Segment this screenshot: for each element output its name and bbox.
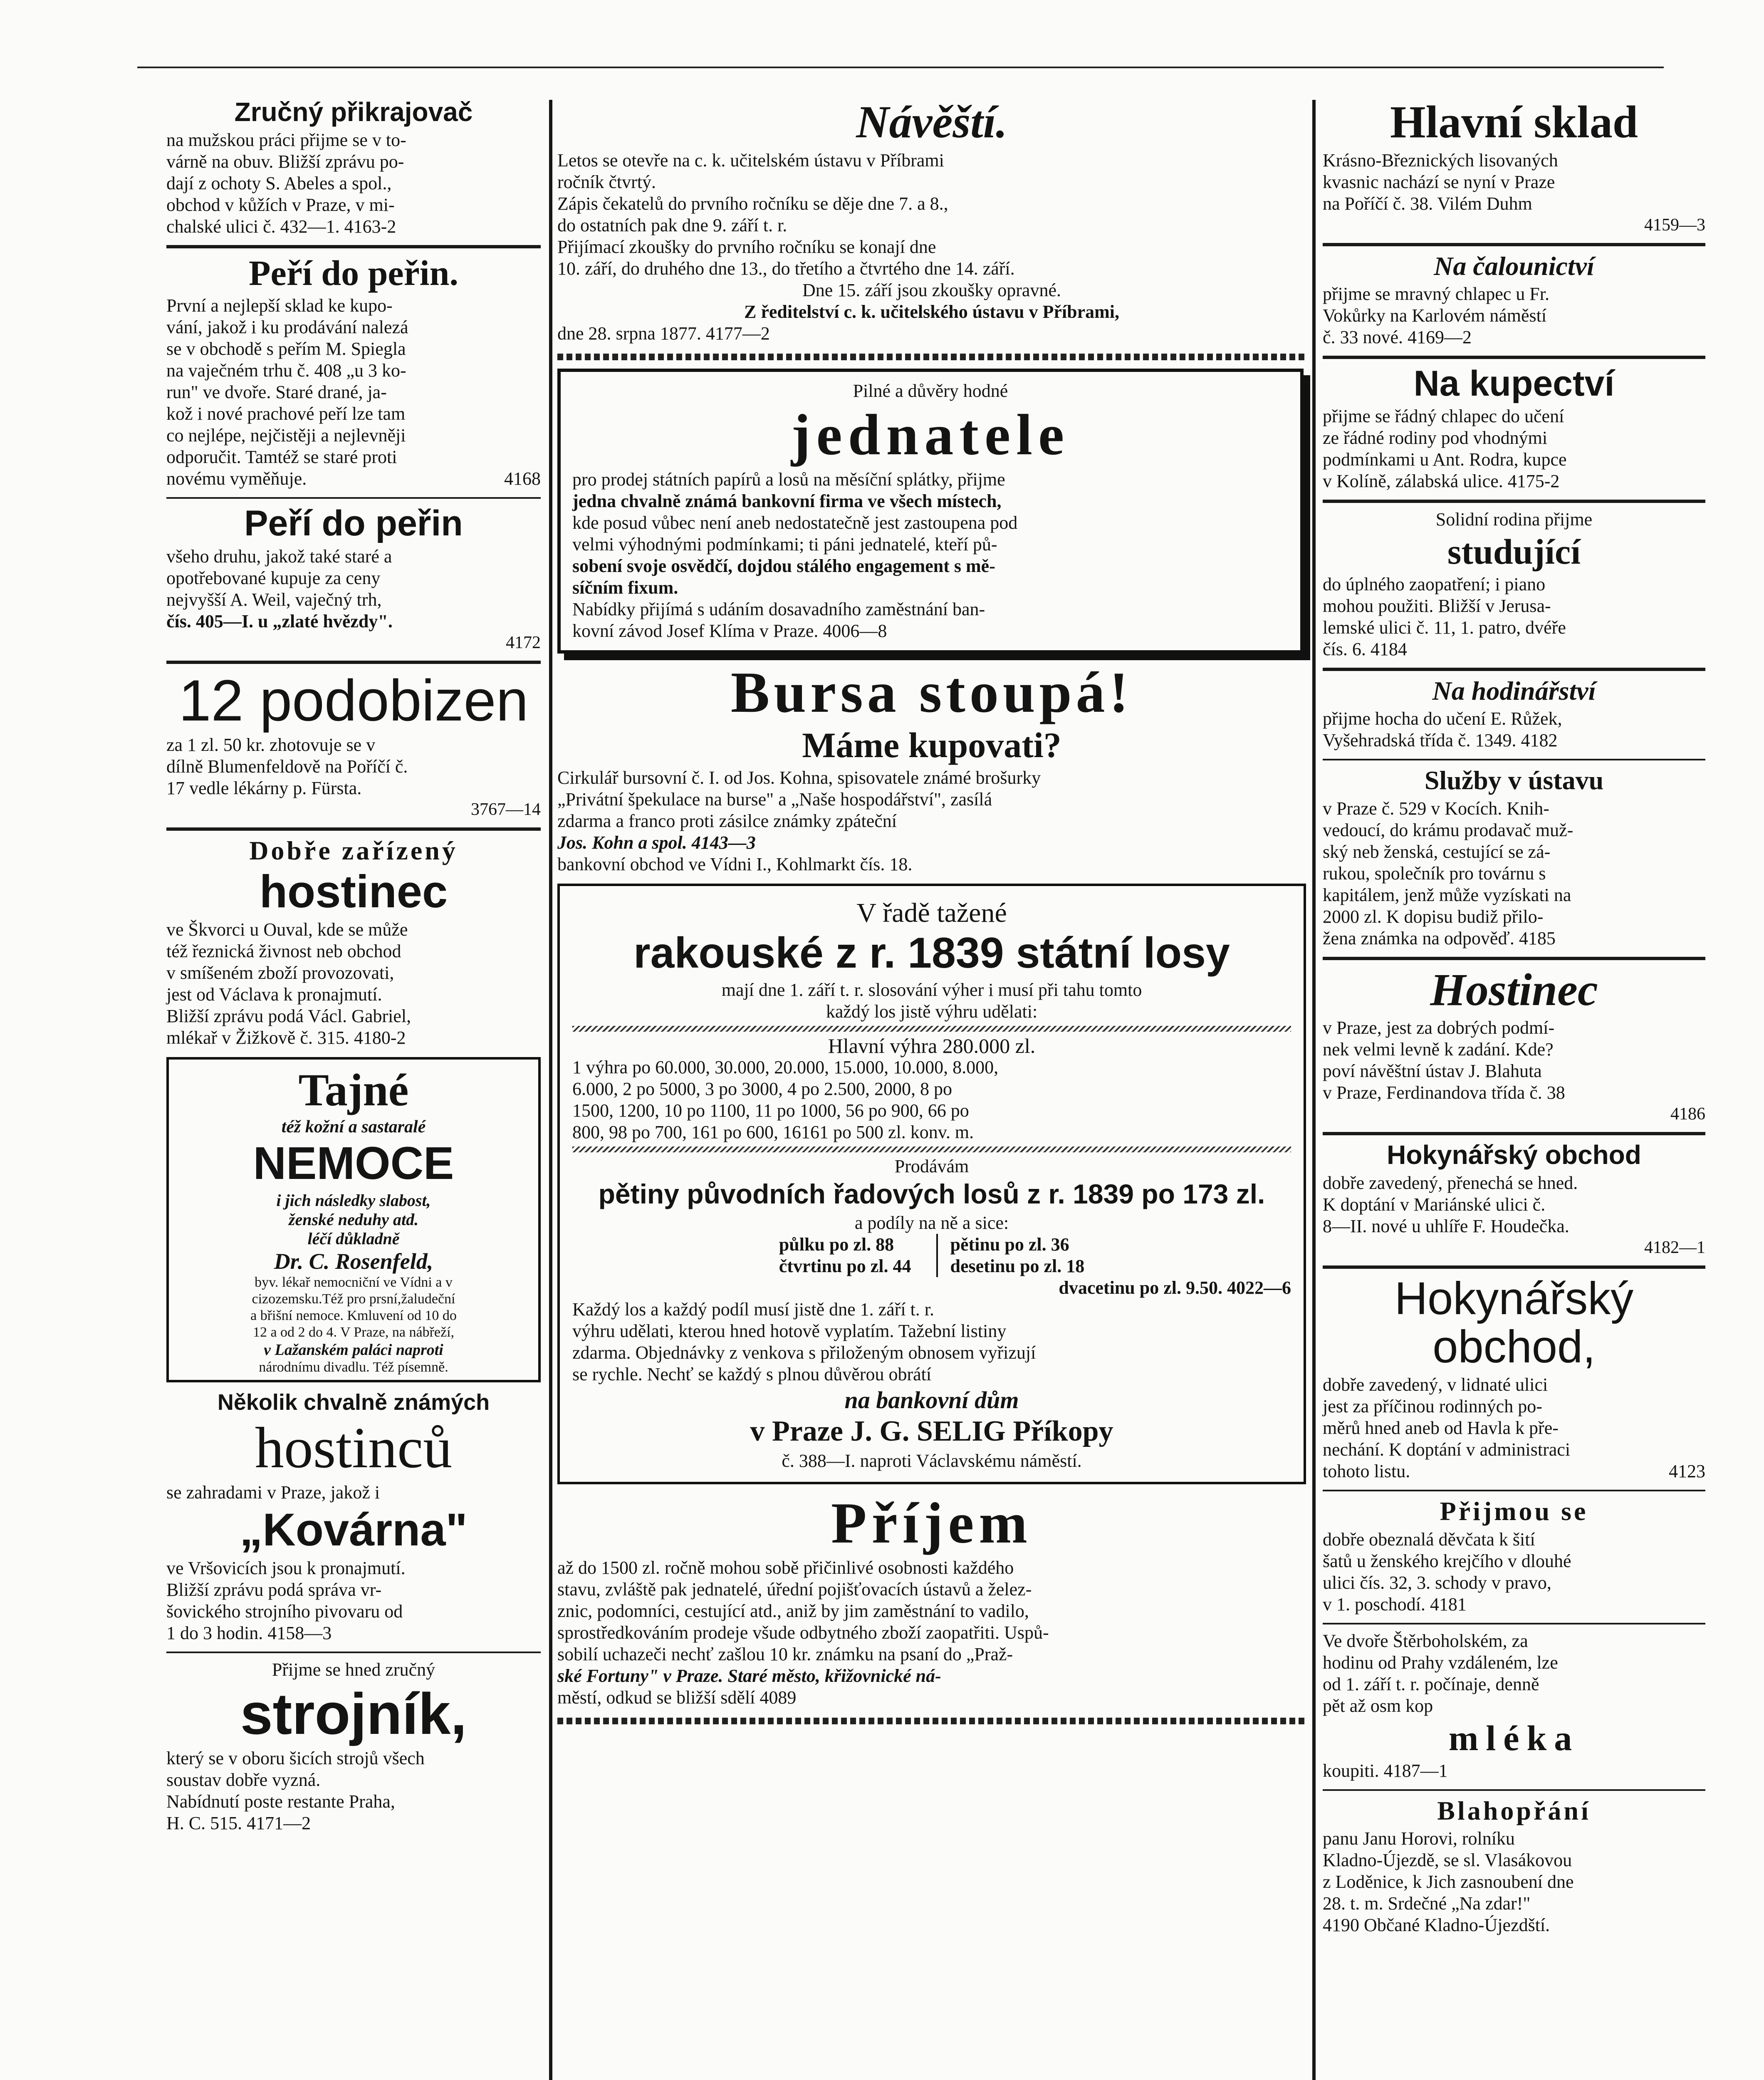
ad-mleka bbox=[1323, 1630, 1705, 1782]
ad-title: Peří do peřin bbox=[244, 503, 463, 544]
ad-number: 4159—3 bbox=[1644, 215, 1705, 235]
text-line: přijme hocha do učení E. Růžek, bbox=[1323, 708, 1562, 729]
text-line: od 1. září t. r. počínaje, denně bbox=[1323, 1674, 1539, 1694]
text-line: soustav dobře vyzná. bbox=[166, 1769, 321, 1790]
text-line: Z ředitelství c. k. učitelského ústavu v Příbrami, bbox=[744, 301, 1119, 322]
text-line: 1 do 3 hodin. 4158—3 bbox=[166, 1622, 332, 1643]
bank-firm: v Praze J. G. SELIG Příkopy bbox=[750, 1415, 1113, 1448]
ad-title: Hlavní sklad bbox=[1390, 97, 1638, 147]
text-line: dají z ochoty S. Abeles a spol., bbox=[166, 173, 392, 194]
ad-intro: Solidní rodina přijme bbox=[1435, 509, 1593, 530]
text-line: jedna chvalně známá bankovní firma ve všech místech, bbox=[572, 490, 1002, 511]
ad-body bbox=[1323, 1172, 1705, 1237]
text-line: ve Vršovicích jsou k pronajmutí. bbox=[166, 1558, 406, 1578]
column-middle bbox=[557, 96, 1306, 1724]
text-line: Nabídky přijímá s udáním dosavadního zaměstnání ban- bbox=[572, 599, 985, 619]
divider bbox=[1323, 1789, 1705, 1791]
ad-body bbox=[572, 469, 1289, 642]
text-line: Ve dvoře Štěrboholském, za bbox=[1323, 1630, 1528, 1651]
text-line: čtvrtinu po zl. 44 bbox=[779, 1255, 911, 1276]
share-table bbox=[572, 1234, 1291, 1277]
text-line: dne 28. srpna 1877. 4177—2 bbox=[557, 323, 770, 344]
share-col-left bbox=[779, 1234, 911, 1277]
sell-intro: Prodávám bbox=[894, 1156, 969, 1177]
ad-number: 4172 bbox=[506, 633, 541, 652]
ad-title: Na kupectví bbox=[1413, 363, 1615, 404]
column-rule-right bbox=[1312, 100, 1316, 2080]
text-line: 28. t. m. Srdečné „Na zdar!" bbox=[1323, 1893, 1531, 1914]
text-line: se rychle. Nechť se každý s plnou důvěrou obrátí bbox=[572, 1364, 932, 1384]
ad-body bbox=[166, 734, 541, 799]
text-line: Zápis čekatelů do prvního ročníku se děje dne 7. a 8., bbox=[557, 193, 948, 214]
text-line: mlékař v Žižkově č. 315. 4180-2 bbox=[166, 1028, 406, 1048]
text-line: Přijímací zkoušky do prvního ročníku se konají dne bbox=[557, 236, 936, 257]
ad-hostinec-skvorec bbox=[166, 837, 541, 1049]
text-line: v smíšeném zboží provozovati, bbox=[166, 963, 394, 983]
ad-body bbox=[1323, 798, 1705, 949]
ad-kupectvi bbox=[1323, 365, 1705, 492]
text-line: obchod v kůžích v Praze, v mi- bbox=[166, 195, 395, 215]
text-line: cizozemsku.Též pro prsní,žaludeční bbox=[252, 1291, 455, 1307]
text-line: č. 33 nové. 4169—2 bbox=[1323, 327, 1472, 347]
text-line: dobře obeznalá děvčata k šití bbox=[1323, 1529, 1535, 1550]
ad-body bbox=[166, 919, 541, 1049]
text-line: a břišní nemoce. Kmluvení od 10 do bbox=[250, 1307, 457, 1323]
text-line: dílně Blumenfeldově na Poříčí č. bbox=[166, 756, 408, 777]
text-line: na mužskou práci přijme se v to- bbox=[166, 130, 406, 151]
text-line: lemské ulici č. 11, 1. patro, dvéře bbox=[1323, 617, 1566, 638]
text-line: kož i nové prachové peří lze tam bbox=[166, 404, 406, 424]
text-line: všeho druhu, jakož také staré a bbox=[166, 546, 392, 567]
ad-body bbox=[166, 1482, 541, 1503]
text-line: též řeznická živnost neb obchod bbox=[166, 941, 401, 962]
text-line: Každý los a každý podíl musí jistě dne 1. září t. r. bbox=[572, 1299, 935, 1320]
text-line: kapitálem, jenž může vyzískati na bbox=[1323, 884, 1571, 905]
ad-title: Na čalounictví bbox=[1434, 251, 1594, 281]
ad-title: Zručný přikrajovač bbox=[234, 97, 473, 127]
text-line: ze řádné rodiny pod vhodnými bbox=[1323, 427, 1548, 448]
ad-footer-line: koupiti. 4187—1 bbox=[1323, 1760, 1448, 1781]
text-line: v Praze, Ferdinandova třída č. 38 bbox=[1323, 1082, 1565, 1103]
ad-title: rakouské z r. 1839 státní losy bbox=[633, 929, 1230, 978]
ad-body bbox=[1323, 1828, 1705, 1936]
ad-jednatele bbox=[557, 369, 1304, 654]
text-fragment: tohoto listu. bbox=[1323, 1461, 1410, 1482]
text-line: kvasnic nachází se nyní v Praze bbox=[1323, 171, 1555, 192]
text-line: velmi výhodnými podmínkami; ti páni jednatelé, kteří pů- bbox=[572, 534, 997, 555]
ad-title: Tajné bbox=[298, 1065, 409, 1116]
sell-title: pětiny původních řadových losů z r. 1839 po 173 zl. bbox=[598, 1179, 1265, 1210]
ad-body bbox=[1323, 283, 1705, 348]
text-line: národnímu divadlu. Též písemně. bbox=[259, 1359, 448, 1375]
ad-title: mléka bbox=[1448, 1718, 1580, 1758]
text-line: Vyšehradská třída č. 1349. 4182 bbox=[1323, 730, 1558, 751]
text-line: každý los jistě výhru udělati: bbox=[826, 1001, 1038, 1022]
text-line: za 1 zl. 50 kr. zhotovuje se v bbox=[166, 734, 376, 755]
text-line: ské Fortuny" v Praze. Staré město, křižovnické ná- bbox=[557, 1665, 941, 1686]
text-line: zdarma a franco proti zásilce známky zpáteční bbox=[557, 810, 897, 831]
divider bbox=[1323, 1132, 1705, 1135]
ad-body bbox=[1323, 1630, 1705, 1717]
ad-title: Peří do peřin. bbox=[249, 253, 458, 293]
text-line: vedoucí, do krámu prodavač muž- bbox=[1323, 820, 1573, 840]
ad-hokynarsky-1 bbox=[1323, 1141, 1705, 1258]
bank-label: na bankovní dům bbox=[844, 1386, 1019, 1414]
divider bbox=[166, 1652, 541, 1653]
text-line: ve Škvorci u Ouval, kde se může bbox=[166, 919, 408, 940]
divider bbox=[1323, 1623, 1705, 1624]
ad-peri-2 bbox=[166, 505, 541, 653]
text-line: co nejlépe, nejčistěji a nejlevněji bbox=[166, 425, 406, 446]
ad-body bbox=[557, 1557, 1306, 1709]
divider-bar bbox=[557, 354, 1306, 360]
text-line: byv. lékař nemocniční ve Vídni a v bbox=[255, 1274, 453, 1290]
text-line: nechání. K doptání v administraci bbox=[1323, 1439, 1571, 1460]
ad-calounictvi bbox=[1323, 252, 1705, 348]
share-col-right bbox=[936, 1234, 1085, 1277]
ad-tajne-nemoce bbox=[166, 1057, 541, 1382]
text-line: Nabídnutí poste restante Praha, bbox=[166, 1791, 395, 1812]
ad-number: 4123 bbox=[1669, 1461, 1705, 1482]
ad-studujici bbox=[1323, 509, 1705, 660]
text-line: podmínkami u Ant. Rodra, kupce bbox=[1323, 449, 1567, 470]
ad-body bbox=[572, 1299, 1291, 1385]
text-line: chalské ulici č. 432—1. 4163-2 bbox=[166, 216, 396, 237]
ad-title: Hokynářský obchod bbox=[1387, 1140, 1641, 1170]
text-line: pro prodej státních papírů a losů na měsíční splátky, přijme bbox=[572, 469, 1005, 490]
text-line: v 1. poschodí. 4181 bbox=[1323, 1594, 1467, 1614]
ad-peri-1 bbox=[166, 254, 541, 490]
text-line: 1 výhra po 60.000, 30.000, 20.000, 15.000, 10.000, 8.000, bbox=[572, 1057, 999, 1078]
text-line: vání, jakož i ku prodávání nalezá bbox=[166, 317, 408, 338]
divider bbox=[166, 497, 541, 499]
ad-body bbox=[1323, 574, 1705, 660]
text-line: Letos se otevře na c. k. učitelském ústavu v Příbrami bbox=[557, 150, 944, 171]
text-line bbox=[166, 468, 541, 490]
ad-subtitle: též kožní a sastaralé bbox=[281, 1117, 426, 1137]
text-line: v Kolíně, zálabská ulice. 4175-2 bbox=[1323, 470, 1560, 491]
text-line: nejvyšší A. Weil, vaječný trh, bbox=[166, 589, 382, 610]
text-line: Cirkulář bursovní č. I. od Jos. Kohna, spisovatele známé brošurky bbox=[557, 767, 1041, 788]
ad-intro: Pilné a důvěry hodné bbox=[853, 380, 1008, 401]
ad-title-main: hostinců bbox=[255, 1416, 453, 1481]
ad-body bbox=[557, 767, 1306, 875]
text-line: dobře zavedený, přenechá se hned. bbox=[1323, 1173, 1578, 1194]
ad-number: 4182—1 bbox=[1644, 1238, 1705, 1258]
ad-title: jednatele bbox=[791, 402, 1070, 467]
text-line: 17 vedle lékárny p. Fürsta. bbox=[166, 778, 362, 798]
text-line: i jich následky slabost, bbox=[276, 1191, 431, 1210]
text-line: pětinu po zl. 36 bbox=[950, 1234, 1069, 1255]
text-line: sobení svoje osvědčí, dojdou stálého engagement s mě- bbox=[572, 555, 995, 576]
share-last: dvacetinu po zl. 9.50. 4022—6 bbox=[1059, 1277, 1291, 1298]
ad-body bbox=[1323, 150, 1705, 215]
text-line: městí, odkud se bližší sdělí 4089 bbox=[557, 1687, 797, 1708]
text-line: H. C. 515. 4171—2 bbox=[166, 1813, 311, 1833]
ad-body bbox=[572, 979, 1291, 1023]
column-rule-left bbox=[549, 100, 552, 2080]
ad-hlavni-sklad bbox=[1323, 98, 1705, 235]
ad-number: 4168 bbox=[504, 468, 541, 489]
ad-body bbox=[1323, 1374, 1705, 1482]
text-line: sobilí uchazeči nechť zašlou 10 kr. známku na psaní do „Praž- bbox=[557, 1644, 1013, 1664]
text-line: hodinu od Prahy vzdáleném, lze bbox=[1323, 1652, 1558, 1673]
decorative-rule bbox=[572, 1146, 1291, 1152]
text-line: opotřebované kupuje za ceny bbox=[166, 567, 381, 588]
ad-title: Hokynářský obchod, bbox=[1394, 1273, 1634, 1372]
win-title: Hlavní výhra 280.000 zl. bbox=[828, 1034, 1036, 1058]
divider bbox=[166, 661, 541, 664]
text-line: várně na obuv. Bližší zprávu po- bbox=[166, 151, 404, 172]
ad-bursa bbox=[557, 662, 1306, 875]
ad-prijem bbox=[557, 1493, 1306, 1724]
text-line: poví návěštní ústav J. Blahuta bbox=[1323, 1061, 1542, 1082]
text-line: desetinu po zl. 18 bbox=[950, 1255, 1085, 1276]
ad-intro: V řadě tažené bbox=[856, 897, 1007, 928]
divider bbox=[1323, 243, 1705, 246]
ad-body bbox=[166, 546, 541, 632]
divider bbox=[1323, 957, 1705, 960]
text-line: ženské neduhy atd. bbox=[288, 1210, 419, 1229]
ad-body bbox=[557, 150, 1306, 344]
text-line: 12 a od 2 do 4. V Praze, na nábřeží, bbox=[252, 1324, 455, 1340]
decorative-rule bbox=[572, 1026, 1291, 1032]
text-line: se zahradami v Praze, jakož i bbox=[166, 1482, 380, 1503]
ad-title: strojník, bbox=[240, 1681, 467, 1746]
ad-losy-1839 bbox=[557, 884, 1306, 1484]
text-line: „Privátní špekulace na burse" a „Naše hospodářství", zasílá bbox=[557, 789, 992, 810]
text-line: mohou použiti. Bližší v Jerusa- bbox=[1323, 596, 1551, 617]
text-line: pět až osm kop bbox=[1323, 1695, 1433, 1716]
text-line: šovického strojního pivovaru od bbox=[166, 1601, 403, 1622]
text-line: žena známka na odpověď. 4185 bbox=[1323, 928, 1556, 948]
text-line: v Lažanském paláci naproti bbox=[264, 1341, 443, 1359]
bank-address: č. 388—I. naproti Václavskému náměstí. bbox=[782, 1450, 1082, 1471]
text-line: čís. 6. 4184 bbox=[1323, 639, 1407, 660]
text-line: Bližší zprávu podá správa vr- bbox=[166, 1579, 382, 1600]
text-line: rukou, společník pro továrnu s bbox=[1323, 863, 1546, 884]
text-line: v Praze, jest za dobrých podmí- bbox=[1323, 1018, 1555, 1038]
ad-body bbox=[166, 1558, 541, 1644]
ad-prikrajovac bbox=[166, 98, 541, 238]
sell-line: a podíly na ně a sice: bbox=[854, 1212, 1009, 1233]
divider bbox=[166, 827, 541, 831]
divider bbox=[1323, 759, 1705, 760]
ad-title: studující bbox=[1447, 531, 1581, 572]
ad-title: Návěští. bbox=[856, 97, 1007, 147]
text-line: léčí důkladně bbox=[307, 1229, 400, 1248]
divider bbox=[1323, 668, 1705, 671]
ad-intro: Přijme se hned zručný bbox=[272, 1659, 435, 1680]
text-line: se v obchodě s peřím M. Spiegla bbox=[166, 339, 406, 359]
ad-number: 4186 bbox=[1670, 1104, 1705, 1124]
text-line: Dne 15. září jsou zkoušky opravné. bbox=[802, 280, 1061, 300]
divider-bar bbox=[557, 1718, 1306, 1724]
ad-body bbox=[166, 295, 541, 490]
text-line: kovní závod Josef Klíma v Praze. 4006—8 bbox=[572, 620, 887, 641]
text-line bbox=[1323, 1461, 1705, 1482]
divider bbox=[1323, 500, 1705, 503]
ad-body bbox=[176, 1191, 531, 1376]
text-line: ský neb ženská, cestující se zá- bbox=[1323, 841, 1551, 862]
text-line: znic, podomníci, cestující atd., aniž by jim zaměstnání to vadilo, bbox=[557, 1600, 1029, 1621]
text-line: K doptání v Mariánské ulici č. bbox=[1323, 1194, 1546, 1215]
ad-navesti bbox=[557, 98, 1306, 360]
text-line: čís. 405—I. u „zlaté hvězdy". bbox=[166, 611, 393, 631]
ad-title: Služby v ústavu bbox=[1424, 765, 1604, 795]
column-left bbox=[166, 96, 541, 1834]
text-line: jest za příčinou rodinných po- bbox=[1323, 1396, 1542, 1417]
ad-body bbox=[166, 129, 541, 238]
text-line: 8—II. nové u uhlíře F. Houdečka. bbox=[1323, 1216, 1569, 1237]
ad-title: Na hodinářství bbox=[1432, 676, 1596, 706]
text-line: zdarma. Objednávky z venkova s přiloženým obnosem vyřizují bbox=[572, 1342, 1036, 1363]
ad-title: Dobře zařízený bbox=[249, 835, 458, 865]
text-line: výhru udělati, kterou hned hotově vyplatím. Tažební listiny bbox=[572, 1320, 1007, 1341]
divider bbox=[1323, 356, 1705, 359]
divider bbox=[1323, 1265, 1705, 1269]
text-line: 6.000, 2 po 5000, 3 po 3000, 4 po 2.500, 2000, 8 po bbox=[572, 1079, 952, 1099]
ad-title-main: NEMOCE bbox=[253, 1138, 454, 1189]
ad-number: 3767—14 bbox=[471, 800, 541, 819]
ad-body bbox=[1323, 406, 1705, 492]
text-line: bankovní obchod ve Vídni I., Kohlmarkt čís. 18. bbox=[557, 854, 913, 874]
divider bbox=[166, 245, 541, 248]
text-line: do úplného zaopatření; i piano bbox=[1323, 574, 1546, 595]
text-line: přijme se mravný chlapec u Fr. bbox=[1323, 283, 1549, 304]
text-line: Dr. C. Rosenfeld, bbox=[274, 1248, 433, 1274]
ad-blahoprani bbox=[1323, 1797, 1705, 1936]
ad-hostinec-praha bbox=[1323, 966, 1705, 1125]
ad-hostincu bbox=[166, 1391, 541, 1644]
ad-title: Přijmou se bbox=[1440, 1496, 1588, 1526]
ad-title-main: hostinec bbox=[259, 866, 448, 917]
text-line: 2000 zl. K dopisu budiž přilo- bbox=[1323, 906, 1544, 927]
text-line: První a nejlepší sklad ke kupo- bbox=[166, 295, 393, 316]
text-line: nek velmi levně k zadání. Kde? bbox=[1323, 1039, 1554, 1060]
text-line: kde posud vůbec není aneb nedostatečně jest zastoupena pod bbox=[572, 512, 1018, 533]
text-line: sprostředkováním prodeje všude odbytného zboží zaopatřiti. Uspů- bbox=[557, 1622, 1049, 1643]
text-line: Kladno-Újezdě, se sl. Vlasákovou bbox=[1323, 1850, 1572, 1871]
text-line: do ostatních pak dne 9. září t. r. bbox=[557, 215, 787, 235]
text-line: 800, 98 po 700, 161 po 600, 16161 po 500 zl. konv. m. bbox=[572, 1122, 974, 1143]
ad-strojnik bbox=[166, 1659, 541, 1834]
text-line: jest od Václava k pronajmutí. bbox=[166, 984, 382, 1005]
text-fragment: novému vyměňuje. bbox=[166, 468, 307, 489]
ad-sluzby bbox=[1323, 766, 1705, 949]
ad-hodinarstvi bbox=[1323, 677, 1705, 751]
text-line: z Loděnice, k Jich zasnoubení dne bbox=[1323, 1872, 1574, 1892]
text-line: na vaječném trhu č. 408 „u 3 ko- bbox=[166, 360, 406, 381]
text-line: půlku po zl. 88 bbox=[779, 1234, 894, 1255]
ad-title: Bursa stoupá! bbox=[730, 660, 1133, 725]
ad-hokynarsky-2 bbox=[1323, 1275, 1705, 1482]
text-line: přijme se řádný chlapec do učení bbox=[1323, 406, 1564, 426]
text-line: stavu, zvláště pak jednatelé, úřední pojišťovacích ústavů a želez- bbox=[557, 1579, 1032, 1600]
text-line: který se v oboru šicích strojů všech bbox=[166, 1748, 425, 1768]
ad-subtitle: Máme kupovati? bbox=[802, 725, 1061, 765]
ad-title-kovarna: „Kovárna" bbox=[240, 1504, 468, 1556]
text-line: až do 1500 zl. ročně mohou sobě přičinlivé osobnosti každého bbox=[557, 1557, 1014, 1578]
text-line: Vokůrky na Karlovém náměstí bbox=[1323, 305, 1547, 326]
text-line: Jos. Kohn a spol. 4143—3 bbox=[557, 832, 756, 853]
ad-podobizen bbox=[166, 667, 541, 820]
text-line: mají dne 1. září t. r. slosování výher i musí při tahu tomto bbox=[721, 980, 1142, 1000]
ad-body bbox=[1323, 1529, 1705, 1615]
text-line: odporučit. Tamtéž se staré proti bbox=[166, 447, 397, 468]
ad-prijmou-se bbox=[1323, 1497, 1705, 1615]
ad-body bbox=[1323, 1017, 1705, 1104]
ad-title: Blahopřání bbox=[1437, 1795, 1591, 1825]
ad-title: 12 podobizen bbox=[178, 667, 529, 733]
ad-title: Příjem bbox=[831, 1491, 1032, 1555]
text-line: run" ve dvoře. Staré drané, ja- bbox=[166, 382, 387, 403]
text-line: ročník čtvrtý. bbox=[557, 171, 656, 192]
ad-body bbox=[166, 1748, 541, 1834]
text-line: na Poříčí č. 38. Vilém Duhm bbox=[1323, 193, 1532, 214]
ad-title: Hostinec bbox=[1430, 964, 1598, 1015]
text-line: 1500, 1200, 10 po 1100, 11 po 1000, 56 po 900, 66 po bbox=[572, 1100, 969, 1121]
ad-body bbox=[1323, 708, 1705, 751]
text-line: dobře zavedený, v lidnaté ulici bbox=[1323, 1374, 1548, 1395]
divider bbox=[1323, 1490, 1705, 1491]
text-line: Bližší zprávu podá Václ. Gabriel, bbox=[166, 1006, 411, 1027]
text-line: 4190 Občané Kladno-Újezdští. bbox=[1323, 1915, 1550, 1936]
column-right bbox=[1323, 96, 1705, 1936]
win-list bbox=[572, 1057, 1291, 1143]
text-line: síčním fixum. bbox=[572, 577, 678, 598]
text-line: v Praze č. 529 v Kocích. Knih- bbox=[1323, 798, 1549, 819]
text-line: ulici čís. 32, 3. schody v pravo, bbox=[1323, 1572, 1551, 1593]
text-line: 10. září, do druhého dne 13., do třetího a čtvrtého dne 14. září. bbox=[557, 258, 1015, 279]
ad-title: Několik chvalně známých bbox=[217, 1389, 490, 1415]
text-line: šatů u ženského krejčího v dlouhé bbox=[1323, 1550, 1571, 1571]
text-line: panu Janu Horovi, rolníku bbox=[1323, 1828, 1515, 1849]
text-line: Krásno-Březnických lisovaných bbox=[1323, 150, 1558, 171]
text-line: měrů hned aneb od Havla k pře- bbox=[1323, 1418, 1559, 1439]
